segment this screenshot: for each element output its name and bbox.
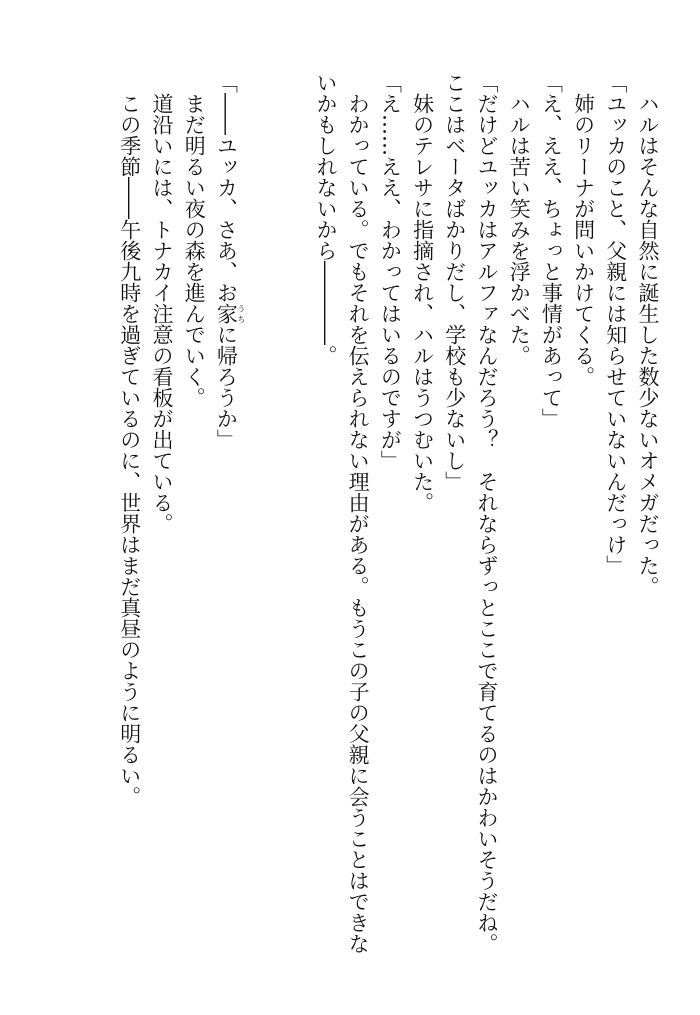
furigana-ruby	[214, 303, 246, 324]
text-line-16: 道沿いには、トナカイ注意の看板が出ている。	[149, 93, 174, 534]
text-line-2: 「ユッカのこと、父親には知らせていないんだっけ」	[603, 72, 628, 576]
ruby-base: 家	[214, 303, 239, 324]
ruby-reading: うち	[236, 303, 246, 324]
blank-line	[245, 72, 277, 73]
text-line-14-pre: 「――ユッカ、さあ、お	[214, 72, 239, 303]
text-line-4: 「え、ええ、ちょっと事情があって」	[539, 72, 564, 429]
text-line-10: わかっている。でもそれを伝えられない理由がある。もうこの子の父親に会うことはできな	[346, 93, 371, 954]
blank-line	[278, 72, 310, 73]
text-line-8: 妹のテレサに指摘され、ハルはうつむいた。	[410, 93, 435, 513]
text-line-9: 「え……ええ、わかってはいるのですが」	[378, 72, 403, 471]
text-line-7: ここはベータばかりだし、学校も少ないし」	[442, 72, 467, 492]
text-line-1: ハルはそんな自然に誕生した数少ないオメガだった。	[636, 93, 660, 597]
text-line-17: この季節――午後九時を過ぎているのに、世界はまだ真昼のように明るい。	[117, 93, 142, 807]
text-line-6: 「だけどユッカはアルファなんだろう？ それならずっとここで育てるのはかわいそうだね。	[474, 72, 499, 954]
text-line-3: 姉のリーナが問いかけてくる。	[571, 93, 596, 387]
text-line-14-post: に帰ろうか」	[214, 324, 239, 450]
text-line-15: まだ明るい夜の森を進んでいく。	[182, 93, 207, 408]
vertical-text-block	[114, 72, 664, 972]
text-line-14	[210, 72, 245, 972]
text-line-5: ハルは苦い笑みを浮かべた。	[507, 93, 532, 366]
text-line-11: いかもしれないから――――。	[313, 72, 338, 366]
